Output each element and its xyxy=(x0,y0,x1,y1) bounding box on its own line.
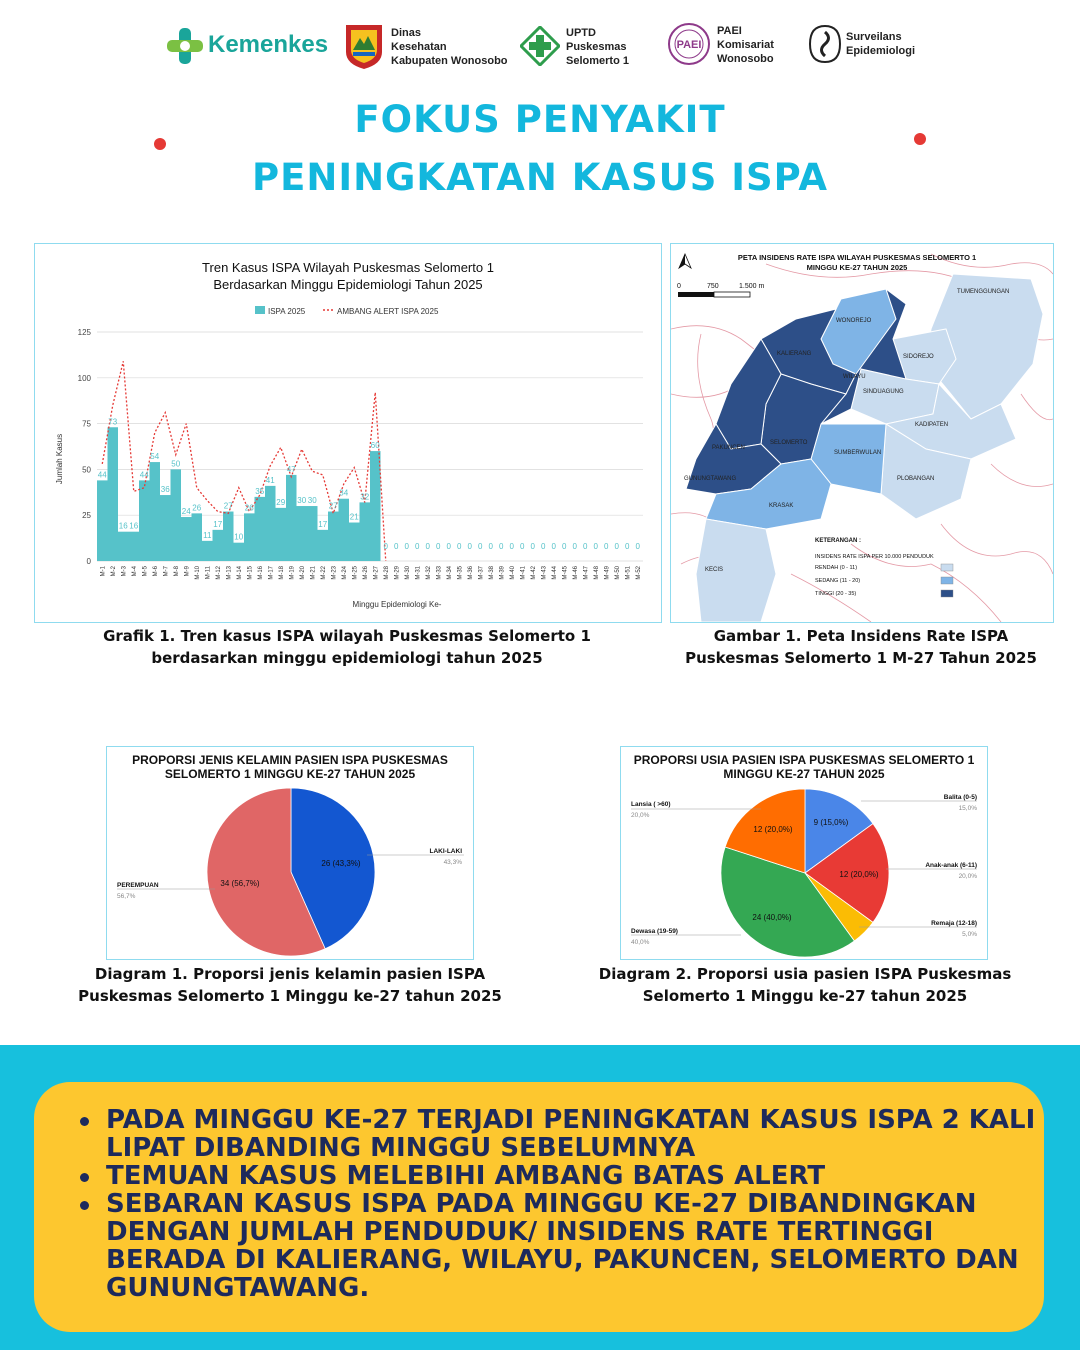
x-tick-label: M-41 xyxy=(520,566,527,580)
legend-swatch-ispa xyxy=(255,306,265,314)
x-tick-label: M-34 xyxy=(446,566,453,580)
pie1-inner-label-laki: 26 (43,3%) xyxy=(321,859,361,868)
x-tick-label: M-42 xyxy=(530,566,537,580)
x-tick-label: M-38 xyxy=(488,566,495,580)
x-tick-label: M-1 xyxy=(100,566,107,577)
graph-caption-line-1: Grafik 1. Tren kasus ISPA wilayah Puskesmas Selomerto 1 xyxy=(103,627,591,645)
paei-logo xyxy=(667,22,797,70)
kemenkes-label: Kemenkes xyxy=(208,31,329,58)
bar-ispa xyxy=(150,462,161,561)
bar-ispa xyxy=(276,508,287,561)
summary-box xyxy=(34,1082,1044,1332)
wonosobo-crest-icon xyxy=(343,22,385,70)
pie2-inner-label-lansia: 12 (20,0%) xyxy=(753,825,793,834)
uptd-line-2: Puskesmas xyxy=(566,41,627,53)
village-label-kalierang: KALIERANG xyxy=(777,351,812,357)
bar-value-label: 21 xyxy=(349,512,359,522)
bar-ispa xyxy=(234,543,245,561)
bar-value-label: 0 xyxy=(457,542,462,551)
bar-ispa xyxy=(244,513,255,561)
x-tick-label: M-8 xyxy=(173,566,180,577)
bar-ispa xyxy=(108,427,119,561)
pie2-outer-pct-lansia: 20,0% xyxy=(631,812,650,819)
bar-value-label: 0 xyxy=(541,542,546,551)
map-caption-line-2: Puskesmas Selomerto 1 M-27 Tahun 2025 xyxy=(685,649,1037,667)
pie1-outer-label-perempuan: PEREMPUAN xyxy=(117,882,159,889)
map-legend-swatch-high xyxy=(941,590,953,597)
pie2-caption-line-1: Diagram 2. Proporsi usia pasien ISPA Puskesmas xyxy=(598,965,1012,983)
dinkes-line-2: Kesehatan xyxy=(391,41,447,53)
x-tick-label: M-51 xyxy=(625,566,632,580)
x-tick-label: M-49 xyxy=(604,566,611,580)
incidence-map-frame xyxy=(670,243,1054,623)
pie1-outer-pct-perempuan: 56,7% xyxy=(117,893,136,900)
bar-value-label: 30 xyxy=(297,496,307,506)
summary-item-3: SEBARAN KASUS ISPA PADA MINGGU KE-27 DIBANDINGKAN DENGAN JUMLAH PENDUDUK/ INSIDENS RATE TERTINGGI BERADA DI KALIERANG, WILAYU, PAKUNCEN, SELOMERTO DAN GUNUNGTAWANG. xyxy=(106,1190,1056,1302)
village-label-pakuncen: PAKUNCEN xyxy=(712,445,745,451)
bar-value-label: 73 xyxy=(108,417,118,427)
bar-value-label: 16 xyxy=(118,521,128,531)
bar-value-label: 0 xyxy=(488,542,493,551)
bar-ispa xyxy=(171,469,182,561)
bar-value-label: 0 xyxy=(572,542,577,551)
surveilans-line-1: Surveilans xyxy=(846,31,902,43)
x-tick-label: M-37 xyxy=(478,566,485,580)
x-tick-label: M-28 xyxy=(383,566,390,580)
pie2-outer-label-dewasa: Dewasa (19-59) xyxy=(631,928,678,935)
pie1-caption-line-1: Diagram 1. Proporsi jenis kelamin pasien ISPA xyxy=(94,965,486,983)
pie2-caption-line-2: Selomerto 1 Minggu ke-27 tahun 2025 xyxy=(642,987,968,1005)
pie1-inner-label-perempuan: 34 (56,7%) xyxy=(220,879,260,888)
x-tick-label: M-6 xyxy=(152,566,159,577)
bar-value-label: 54 xyxy=(150,452,160,462)
x-tick-label: M-2 xyxy=(110,566,117,577)
x-tick-label: M-44 xyxy=(551,566,558,580)
x-tick-label: M-33 xyxy=(436,566,443,580)
x-tick-label: M-19 xyxy=(289,566,296,580)
gender-pie-title-line-1: PROPORSI JENIS KELAMIN PASIEN ISPA PUSKESMAS xyxy=(132,753,448,767)
village-label-sinduagung: SINDUAGUNG xyxy=(863,389,904,395)
dinkes-logo xyxy=(343,22,518,74)
x-tick-label: M-9 xyxy=(184,566,191,577)
bar-ispa xyxy=(349,523,360,561)
bar-value-label: 0 xyxy=(635,542,640,551)
kemenkes-logo xyxy=(166,26,336,66)
gender-pie-chart xyxy=(107,747,473,959)
bar-ispa xyxy=(318,530,329,561)
summary-list xyxy=(34,1106,1056,1302)
x-tick-label: M-30 xyxy=(404,566,411,580)
pie2-outer-pct-anak: 20,0% xyxy=(958,873,977,880)
village-label-selomerto: SELOMERTO xyxy=(770,440,808,446)
bar-ispa xyxy=(286,475,297,561)
surveilans-text xyxy=(846,30,915,58)
village-label-gunungtawang: GUNUNGTAWANG xyxy=(684,476,737,482)
pie2-outer-pct-balita: 15,0% xyxy=(958,805,977,812)
bar-value-label: 0 xyxy=(520,542,525,551)
y-tick-label: 100 xyxy=(77,373,91,383)
graph-caption-line-2: berdasarkan minggu epidemiologi tahun 2025 xyxy=(151,649,543,667)
village-label-plobangan: PLOBANGAN xyxy=(897,476,935,482)
bar-value-label: 0 xyxy=(415,542,420,551)
x-tick-label: M-16 xyxy=(257,566,264,580)
pie1-caption-line-2: Puskesmas Selomerto 1 Minggu ke-27 tahun 2025 xyxy=(78,987,502,1005)
bar-value-label: 17 xyxy=(318,519,328,529)
dinkes-line-3: Kabupaten Wonosobo xyxy=(391,55,508,67)
uptd-line-3: Selomerto 1 xyxy=(566,55,629,67)
map-legend-label-low: RENDAH (0 - 11) xyxy=(815,565,858,571)
bar-value-label: 0 xyxy=(551,542,556,551)
dinkes-line-1: Dinas xyxy=(391,27,421,39)
pie1-outer-pct-laki: 43,3% xyxy=(443,859,462,866)
bar-value-label: 34 xyxy=(339,488,349,498)
village-label-sidorejo: SIDOREJO xyxy=(903,354,934,360)
bar-value-label: 0 xyxy=(509,542,514,551)
scale-bar xyxy=(678,292,714,297)
surveilans-logo xyxy=(808,24,938,68)
scale-label-1500: 1.500 m xyxy=(739,283,765,290)
bar-value-label: 0 xyxy=(530,542,535,551)
y-tick-label: 25 xyxy=(82,511,91,521)
paei-line-2: Komisariat xyxy=(717,39,774,51)
bar-value-label: 29 xyxy=(276,497,286,507)
map-caption xyxy=(670,625,1052,669)
y-tick-label: 50 xyxy=(82,465,91,475)
bar-value-label: 26 xyxy=(244,503,254,513)
bar-value-label: 0 xyxy=(562,542,567,551)
trend-chart xyxy=(35,244,661,622)
map-legend-swatch-low xyxy=(941,564,953,571)
bar-value-label: 44 xyxy=(97,470,107,480)
age-pie-title-line-1: PROPORSI USIA PASIEN ISPA PUSKESMAS SELOMERTO 1 xyxy=(633,753,975,767)
bar-value-label: 0 xyxy=(614,542,619,551)
bar-ispa xyxy=(297,506,308,561)
trend-chart-frame xyxy=(34,243,662,623)
bar-value-label: 10 xyxy=(234,532,244,542)
bar-value-label: 36 xyxy=(160,485,170,495)
pie2-outer-label-remaja: Remaja (12-18) xyxy=(931,920,977,927)
x-tick-label: M-39 xyxy=(499,566,506,580)
page-title-line-2: PENINGKATAN KASUS ISPA xyxy=(251,156,829,199)
bar-ispa xyxy=(139,480,150,561)
x-axis-title: Minggu Epidemiologi Ke- xyxy=(352,600,442,609)
dinkes-text xyxy=(391,26,508,68)
bar-value-label: 11 xyxy=(203,530,212,540)
bar-ispa xyxy=(213,530,224,561)
x-tick-label: M-25 xyxy=(352,566,359,580)
y-tick-label: 0 xyxy=(86,557,91,566)
summary-item-1: PADA MINGGU KE-27 TERJADI PENINGKATAN KASUS ISPA 2 KALI LIPAT DIBANDING MINGGU SEBELUMNYA xyxy=(106,1106,1056,1162)
bar-ispa xyxy=(97,480,108,561)
bar-ispa xyxy=(255,497,266,561)
decor-dot-left xyxy=(154,138,166,150)
trend-chart-title-line-1: Tren Kasus ISPA Wilayah Puskesmas Selomerto 1 xyxy=(202,260,494,275)
bar-value-label: 0 xyxy=(583,542,588,551)
pie2-outer-label-balita: Balita (0-5) xyxy=(943,794,977,801)
x-tick-label: M-52 xyxy=(635,566,642,580)
map-title-line-2: MINGGU KE-27 TAHUN 2025 xyxy=(806,263,908,272)
map-legend-label-mid: SEDANG (11 - 20) xyxy=(815,578,861,584)
trend-chart-title-line-2: Berdasarkan Minggu Epidemiologi Tahun 2025 xyxy=(213,277,483,292)
x-tick-label: M-31 xyxy=(415,566,422,580)
x-tick-label: M-29 xyxy=(394,566,401,580)
age-pie-title-line-2: MINGGU KE-27 TAHUN 2025 xyxy=(723,767,885,781)
legend-label-ispa: ISPA 2025 xyxy=(268,307,306,316)
map-caption-line-1: Gambar 1. Peta Insidens Rate ISPA xyxy=(713,627,1009,645)
bar-value-label: 0 xyxy=(604,542,609,551)
bar-ispa xyxy=(181,517,192,561)
paei-text xyxy=(717,24,774,66)
village-label-kadipaten: KADIPATEN xyxy=(915,422,949,428)
y-tick-label: 75 xyxy=(82,419,91,429)
pie2-outer-pct-remaja: 5,0% xyxy=(962,931,977,938)
map-legend-label-high: TINGGI (20 - 35) xyxy=(815,591,857,597)
uptd-line-1: UPTD xyxy=(566,27,596,39)
x-tick-label: M-46 xyxy=(572,566,579,580)
bar-ispa xyxy=(370,451,381,561)
bar-ispa xyxy=(129,532,140,561)
x-tick-label: M-20 xyxy=(299,566,306,580)
paei-badge-icon xyxy=(667,22,711,66)
bar-value-label: 27 xyxy=(328,501,338,511)
bar-ispa xyxy=(339,499,350,561)
bar-value-label: 27 xyxy=(223,501,233,511)
x-tick-label: M-13 xyxy=(226,566,233,580)
bar-value-label: 0 xyxy=(394,542,399,551)
x-tick-label: M-18 xyxy=(278,566,285,580)
incidence-map xyxy=(671,244,1053,622)
bar-ispa xyxy=(202,541,213,561)
bar-ispa xyxy=(223,512,234,561)
puskesmas-icon xyxy=(520,26,560,66)
bar-value-label: 60 xyxy=(370,441,380,451)
bar-value-label: 41 xyxy=(265,475,275,485)
uptd-logo xyxy=(520,24,650,72)
x-tick-label: M-27 xyxy=(373,566,380,580)
bar-value-label: 32 xyxy=(360,492,370,502)
x-tick-label: M-45 xyxy=(562,566,569,580)
bar-value-label: 30 xyxy=(307,496,317,506)
x-tick-label: M-32 xyxy=(425,566,432,580)
bar-value-label: 0 xyxy=(478,542,483,551)
bar-ispa xyxy=(307,506,318,561)
x-tick-label: M-36 xyxy=(467,566,474,580)
pie2-outer-label-anak: Anak-anak (6-11) xyxy=(925,862,977,869)
paei-badge-text: PAEI xyxy=(676,39,702,51)
legend-label-alert: AMBANG ALERT ISPA 2025 xyxy=(337,307,439,316)
x-tick-label: M-23 xyxy=(331,566,338,580)
pie1-caption xyxy=(40,963,540,1007)
paei-line-3: Wonosobo xyxy=(717,53,774,65)
bar-ispa xyxy=(160,495,171,561)
bar-value-label: 0 xyxy=(467,542,472,551)
bar-value-label: 0 xyxy=(436,542,441,551)
bar-value-label: 24 xyxy=(181,507,191,517)
x-tick-label: M-26 xyxy=(362,566,369,580)
page-title-line-1: FOKUS PENYAKIT xyxy=(354,98,726,141)
pie2-inner-label-balita: 9 (15,0%) xyxy=(813,818,849,827)
x-tick-label: M-15 xyxy=(247,566,254,580)
bar-ispa xyxy=(118,532,129,561)
map-legend-title: KETERANGAN : xyxy=(815,538,861,544)
x-tick-label: M-14 xyxy=(236,566,243,580)
bar-ispa xyxy=(265,486,276,561)
x-tick-label: M-47 xyxy=(583,566,590,580)
village-label-sumberwulan: SUMBERWULAN xyxy=(834,450,882,456)
bar-value-label: 0 xyxy=(625,542,630,551)
bar-value-label: 0 xyxy=(425,542,430,551)
x-tick-label: M-40 xyxy=(509,566,516,580)
x-tick-label: M-7 xyxy=(163,566,170,577)
bar-value-label: 0 xyxy=(446,542,451,551)
paei-line-1: PAEI xyxy=(717,25,742,37)
village-label-tumenggungan: TUMENGGUNGAN xyxy=(957,289,1010,295)
bar-ispa xyxy=(192,513,203,561)
x-tick-label: M-17 xyxy=(268,566,275,580)
village-label-kecis: KECIS xyxy=(705,567,724,573)
x-tick-label: M-48 xyxy=(593,566,600,580)
uptd-text xyxy=(566,26,629,68)
bar-value-label: 26 xyxy=(192,503,202,513)
x-tick-label: M-24 xyxy=(341,566,348,580)
scale-label-750: 750 xyxy=(707,283,719,290)
pie1-outer-label-laki: LAKI-LAKI xyxy=(429,848,462,855)
kemenkes-icon xyxy=(166,26,204,66)
bar-value-label: 17 xyxy=(213,519,223,529)
map-title-line-1: PETA INSIDENS RATE ISPA WILAYAH PUSKESMAS SELOMERTO 1 xyxy=(737,253,977,262)
bar-value-label: 0 xyxy=(383,542,388,551)
decor-dot-right xyxy=(914,133,926,145)
age-pie-frame xyxy=(620,746,988,960)
surveilans-line-2: Epidemiologi xyxy=(846,45,916,57)
bar-value-label: 50 xyxy=(171,459,181,469)
scale-label-0: 0 xyxy=(677,283,681,290)
x-tick-label: M-43 xyxy=(541,566,548,580)
bar-value-label: 16 xyxy=(129,521,139,531)
x-tick-label: M-11 xyxy=(205,566,212,580)
map-legend-swatch-mid xyxy=(941,577,953,584)
bar-value-label: 0 xyxy=(404,542,409,551)
pie2-caption xyxy=(555,963,1055,1007)
scale-bar-2 xyxy=(714,292,750,297)
village-label-wilayu: WILAYU xyxy=(843,374,866,380)
graph-caption xyxy=(34,625,660,669)
gender-pie-title-line-2: SELOMERTO 1 MINGGU KE-27 TAHUN 2025 xyxy=(164,767,416,781)
village-label-wonorejo: WONOREJO xyxy=(836,318,872,324)
pie2-outer-pct-dewasa: 40,0% xyxy=(631,939,650,946)
bar-value-label: 44 xyxy=(139,470,149,480)
x-tick-label: M-12 xyxy=(215,566,222,580)
x-tick-label: M-22 xyxy=(320,566,327,580)
bar-value-label: 0 xyxy=(593,542,598,551)
bar-ispa xyxy=(360,502,371,561)
bar-value-label: 0 xyxy=(499,542,504,551)
x-tick-label: M-5 xyxy=(142,566,149,577)
bar-value-label: 35 xyxy=(255,486,265,496)
pie2-inner-label-dewasa: 24 (40,0%) xyxy=(752,913,792,922)
map-legend-subtitle: INSIDENS RATE ISPA PER 10.000 PENDUDUK xyxy=(815,554,934,560)
gender-pie-frame xyxy=(106,746,474,960)
x-tick-label: M-3 xyxy=(121,566,128,577)
x-tick-label: M-21 xyxy=(310,566,317,580)
age-pie-chart xyxy=(621,747,987,959)
x-tick-label: M-10 xyxy=(194,566,201,580)
x-tick-label: M-50 xyxy=(614,566,621,580)
bar-value-label: 47 xyxy=(286,464,296,474)
y-axis-title: Jumlah Kasus xyxy=(55,433,64,485)
village-label-krasak: KRASAK xyxy=(769,503,794,509)
header-logos xyxy=(0,18,1080,78)
bar-ispa xyxy=(328,512,339,561)
pie2-inner-label-anak: 12 (20,0%) xyxy=(839,870,879,879)
x-tick-label: M-35 xyxy=(457,566,464,580)
surveilans-badge-icon xyxy=(808,24,842,64)
x-tick-label: M-4 xyxy=(131,566,138,577)
pie2-outer-label-lansia: Lansia ( >60) xyxy=(631,801,671,808)
summary-item-2: TEMUAN KASUS MELEBIHI AMBANG BATAS ALERT xyxy=(106,1162,1056,1190)
y-tick-label: 125 xyxy=(77,328,91,337)
